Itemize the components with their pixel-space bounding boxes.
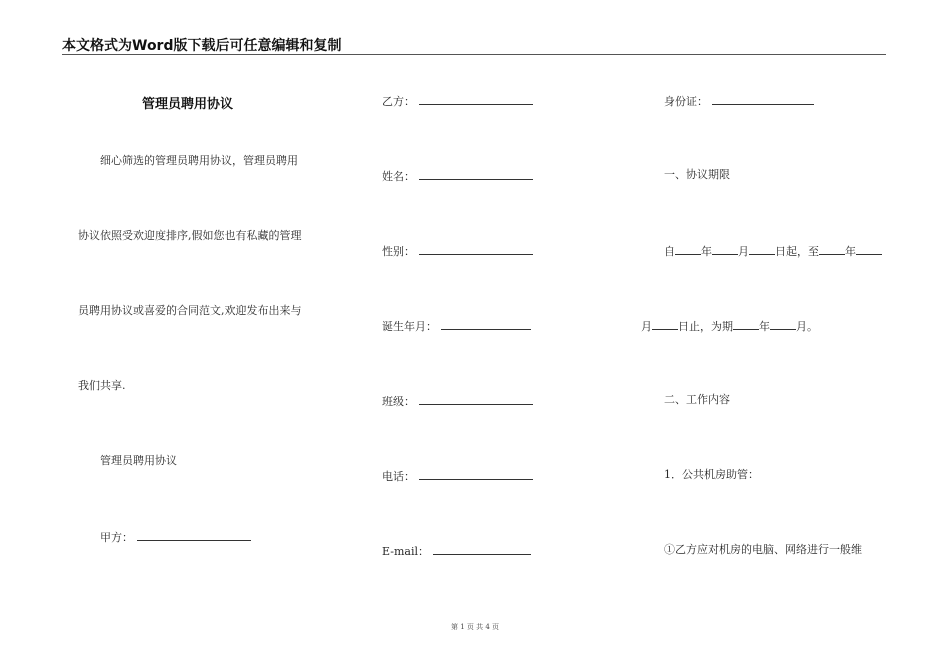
paragraph-line-1: 细心筛选的管理员聘用协议，管理员聘用 bbox=[100, 154, 298, 167]
party-a-field bbox=[100, 529, 251, 545]
month-end-label: 月。 bbox=[796, 320, 818, 333]
party-a-blank bbox=[137, 529, 251, 541]
month-blank bbox=[712, 243, 738, 255]
day-start-label: 日起，至 bbox=[775, 245, 819, 258]
name-label: 姓名： bbox=[382, 170, 415, 183]
paragraph-line-3: 员聘用协议或喜爱的合同范文,欢迎发布出来与 bbox=[78, 304, 302, 317]
day-blank bbox=[749, 243, 775, 255]
year-blank bbox=[675, 243, 701, 255]
name-blank bbox=[419, 168, 533, 180]
id-card-field bbox=[664, 93, 814, 109]
duration-month-blank bbox=[770, 318, 796, 330]
page-header bbox=[62, 34, 886, 55]
phone-label: 电话： bbox=[382, 470, 415, 483]
party-b-field bbox=[382, 93, 533, 109]
work-item-1: 1．公共机房助管： bbox=[664, 468, 759, 481]
end-day-blank bbox=[652, 318, 678, 330]
year-label: 年 bbox=[701, 245, 712, 258]
party-b-label: 乙方： bbox=[382, 95, 415, 108]
end-month-blank bbox=[856, 243, 882, 255]
email-blank bbox=[433, 543, 531, 555]
day-end-label: 日止，为期 bbox=[678, 320, 733, 333]
document-title: 管理员聘用协议 bbox=[142, 97, 234, 112]
id-card-label: 身份证： bbox=[664, 95, 708, 108]
class-field bbox=[382, 393, 533, 409]
gender-field bbox=[382, 243, 533, 259]
month-line-label: 月 bbox=[641, 320, 652, 333]
paragraph-line-4: 我们共享. bbox=[78, 379, 126, 392]
end-year-blank bbox=[819, 243, 845, 255]
term-end-line bbox=[641, 318, 818, 334]
birth-blank bbox=[441, 318, 531, 330]
birth-label: 诞生年月： bbox=[382, 320, 437, 333]
year3-label: 年 bbox=[759, 320, 770, 333]
page-number: 第 1 页 共 4 页 bbox=[450, 623, 500, 631]
subtitle: 管理员聘用协议 bbox=[100, 454, 177, 467]
party-a-label: 甲方： bbox=[100, 531, 133, 544]
from-label: 自 bbox=[664, 245, 675, 258]
section-work-heading: 二、工作内容 bbox=[664, 393, 730, 406]
term-start-line bbox=[664, 243, 882, 259]
duration-year-blank bbox=[733, 318, 759, 330]
id-card-blank bbox=[712, 93, 814, 105]
email-field bbox=[382, 543, 531, 559]
class-label: 班级： bbox=[382, 395, 415, 408]
name-field bbox=[382, 168, 533, 184]
work-item-1a: ①乙方应对机房的电脑、网络进行一般维 bbox=[664, 543, 862, 556]
email-label: E-mail： bbox=[382, 545, 429, 558]
phone-blank bbox=[419, 468, 533, 480]
party-b-blank bbox=[419, 93, 533, 105]
gender-label: 性别： bbox=[382, 245, 415, 258]
section-term-heading: 一、协议期限 bbox=[664, 168, 730, 181]
phone-field bbox=[382, 468, 533, 484]
year2-label: 年 bbox=[845, 245, 856, 258]
header-text: 本文格式为Word版下载后可任意编辑和复制 bbox=[62, 38, 342, 54]
gender-blank bbox=[419, 243, 533, 255]
month-label: 月 bbox=[738, 245, 749, 258]
birth-field bbox=[382, 318, 531, 334]
class-blank bbox=[419, 393, 533, 405]
paragraph-line-2: 协议依照受欢迎度排序,假如您也有私藏的管理 bbox=[78, 229, 302, 242]
